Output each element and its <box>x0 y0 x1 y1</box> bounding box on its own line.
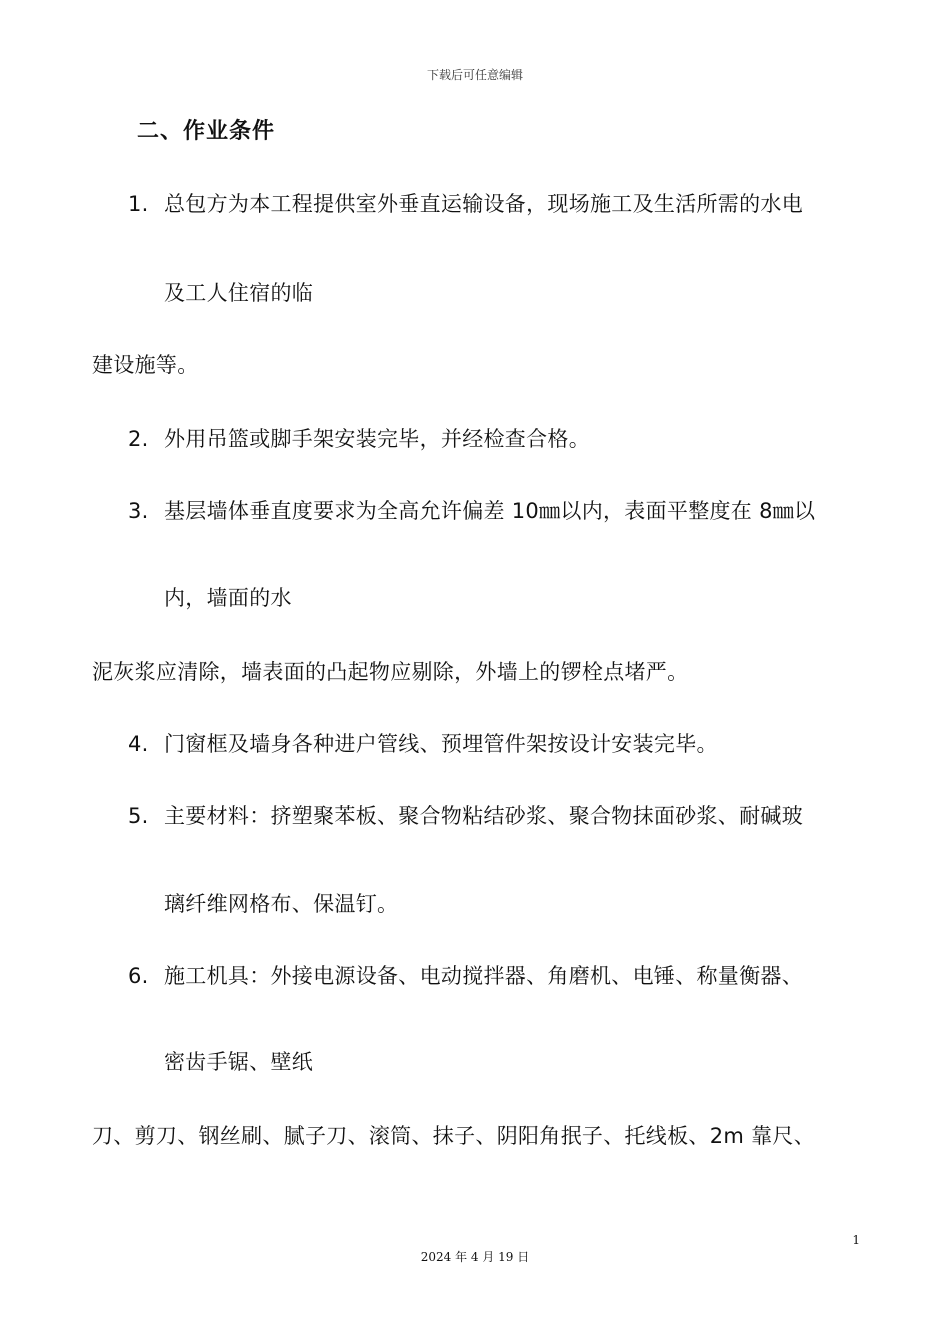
item-text: 施工机具：外接电源设备、电动搅拌器、角磨机、电锤、称量衡器、 <box>164 964 803 988</box>
item-3-line-2: 内，墙面的水 <box>164 586 292 610</box>
item-number: 2. <box>128 427 149 451</box>
item-3-continuation: 泥灰浆应清除，墙表面的凸起物应剔除，外墙上的锣栓点堵严。 <box>92 660 689 684</box>
item-text: 外用吊篮或脚手架安装完毕，并经检查合格。 <box>164 427 590 451</box>
item-text: 总包方为本工程提供室外垂直运输设备，现场施工及生活所需的水电 <box>164 192 803 216</box>
list-item-2 <box>128 423 590 453</box>
list-item-4 <box>128 728 718 758</box>
item-6-continuation: 刀、剪刀、钢丝刷、腻子刀、滚筒、抹子、阴阳角抿子、托线板、2m 靠尺、 <box>92 1124 815 1148</box>
item-text: 基层墙体垂直度要求为全高允许偏差 10㎜以内，表面平整度在 8㎜以 <box>164 499 816 523</box>
list-item-5 <box>128 800 803 830</box>
item-number: 6. <box>128 964 149 988</box>
item-1-continuation: 建设施等。 <box>92 353 199 377</box>
list-item-6 <box>128 960 803 990</box>
page-number: 1 <box>852 1233 860 1247</box>
item-number: 4. <box>128 732 149 756</box>
header-note: 下载后可任意编辑 <box>426 68 523 82</box>
item-number: 5. <box>128 804 149 828</box>
item-text: 主要材料：挤塑聚苯板、聚合物粘结砂浆、聚合物抹面砂浆、耐碱玻 <box>164 804 803 828</box>
item-number: 1. <box>128 192 149 216</box>
item-6-line-2: 密齿手锯、壁纸 <box>164 1050 314 1074</box>
item-text: 门窗框及墙身各种进户管线、预埋管件架按设计安装完毕。 <box>164 732 718 756</box>
item-5-line-2: 璃纤维网格布、保温钉。 <box>164 892 399 916</box>
list-item-1 <box>128 188 803 218</box>
section-heading: 二、作业条件 <box>137 119 276 144</box>
item-number: 3. <box>128 499 149 523</box>
item-1-line-2: 及工人住宿的临 <box>164 281 314 305</box>
footer-date: 2024 年 4 月 19 日 <box>420 1250 530 1264</box>
list-item-3 <box>128 495 815 525</box>
